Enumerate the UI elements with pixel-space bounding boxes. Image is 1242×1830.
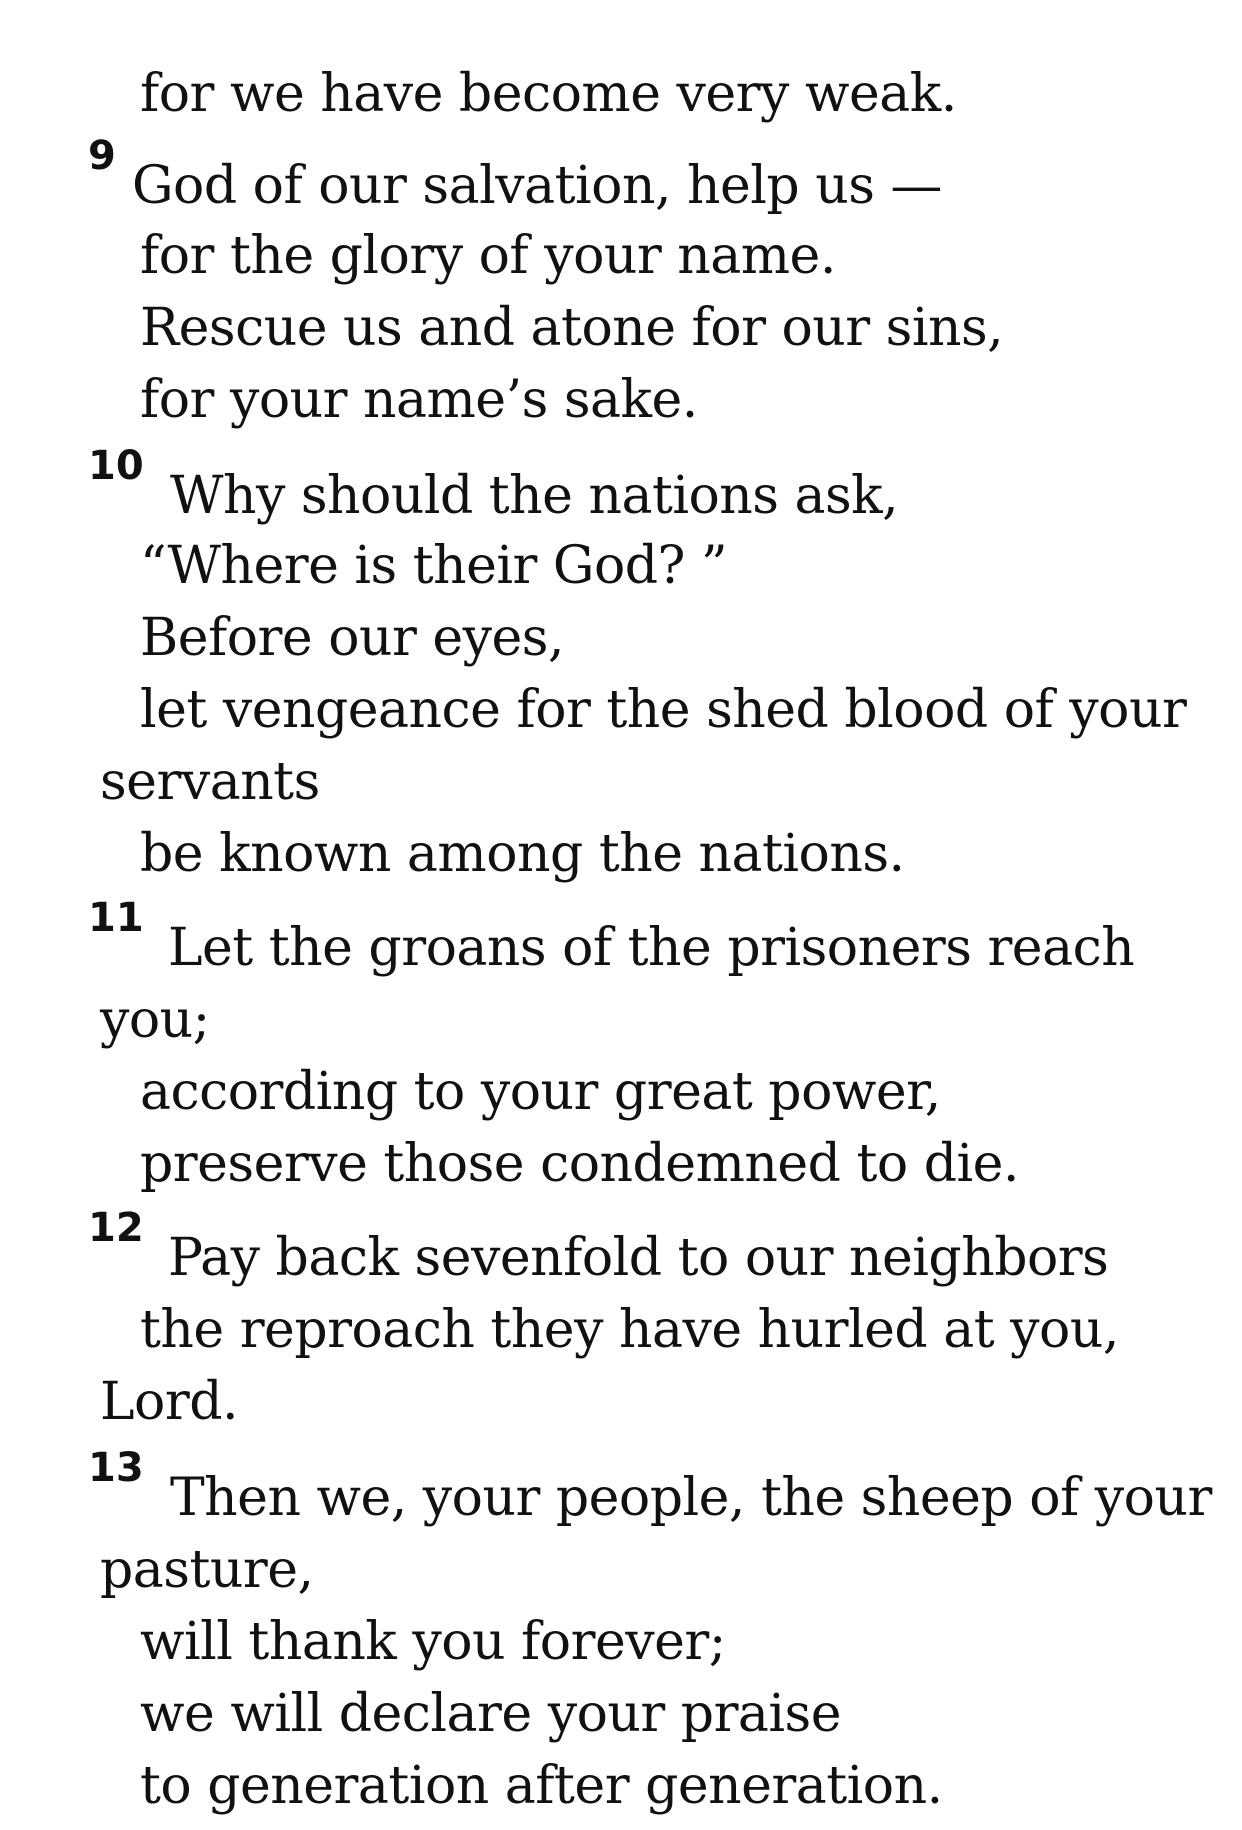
verse-9-line-2: for the glory of your name. <box>140 226 836 286</box>
verse-10-line-2: “Where is their God? ” <box>140 536 728 596</box>
verse-8-line-4: for we have become very weak. <box>140 64 957 124</box>
verse-13-line-1-wrap: pasture, <box>100 1540 314 1600</box>
verse-10-line-4-wrap: servants <box>100 752 320 812</box>
verse-13-line-1: Then we, your people, the sheep of your <box>170 1468 1212 1528</box>
verse-12-line-2: the reproach they have hurled at you, <box>140 1300 1119 1360</box>
verse-number-10: 10 <box>88 443 144 489</box>
verse-10-line-1: Why should the nations ask, <box>170 466 899 526</box>
verse-12-line-1: Pay back sevenfold to our neighbors <box>168 1228 1109 1288</box>
verse-10-line-4: let vengeance for the shed blood of your <box>140 680 1187 740</box>
verse-11-line-2: according to your great power, <box>140 1062 941 1122</box>
verse-number-13: 13 <box>88 1445 144 1491</box>
verse-9-line-3: Rescue us and atone for our sins, <box>140 298 1004 358</box>
verse-11-line-1-wrap: you; <box>100 990 210 1050</box>
verse-11-line-1: Let the groans of the prisoners reach <box>168 918 1135 978</box>
verse-12-line-2-wrap: Lord. <box>100 1372 239 1432</box>
verse-9-line-4: for your name’s sake. <box>140 370 698 430</box>
verse-number-9: 9 <box>88 133 116 179</box>
verse-11-line-3: preserve those condemned to die. <box>140 1134 1019 1194</box>
verse-number-11: 11 <box>88 895 144 941</box>
verse-13-line-3: we will declare your praise <box>140 1684 842 1744</box>
verse-10-line-5: be known among the nations. <box>140 824 905 884</box>
verse-13-line-2: will thank you forever; <box>140 1612 726 1672</box>
verse-9-line-1: God of our salvation, help us — <box>132 156 942 216</box>
verse-13-line-4: to generation after generation. <box>140 1756 943 1816</box>
verse-10-line-3: Before our eyes, <box>140 608 565 668</box>
verse-number-12: 12 <box>88 1205 144 1251</box>
